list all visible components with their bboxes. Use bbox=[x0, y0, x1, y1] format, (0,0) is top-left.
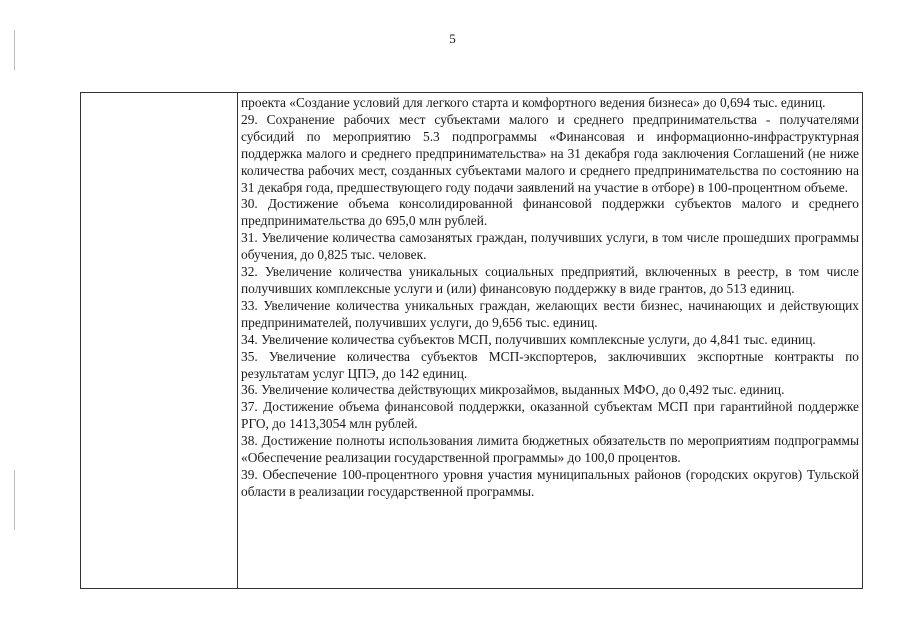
table-left-cell bbox=[81, 93, 238, 588]
list-item-37: 37. Достижение объема финансовой поддержки, оказанной субъектам МСП при гарантийной поддержке РГО, до 1413,3054 млн рублей. bbox=[241, 399, 859, 432]
list-item-30: 30. Достижение объема консолидированной финансовой поддержки субъектов малого и среднего предпринимательства до 695,0 млн рублей. bbox=[241, 196, 859, 229]
list-item-29: 29. Сохранение рабочих мест субъектами малого и среднего предпринимательства - получателями субсидий по мероприятию 5.3 подпрограммы «Финансовая и информационно-инфраструктурная поддержка малого и среднего предпринимательства» на 31 декабря года заключения Соглашений (не ниже количества рабочих мест, созданных субъектами малого и среднего предпринимательства по состоянию на 31 декабря года, предшествующего году подачи заявлений на участие в отборе) в 100-процентном объеме. bbox=[241, 111, 859, 195]
list-item-31: 31. Увеличение количества самозанятых граждан, получивших услуги, в том числе прошедших программы обучения, до 0,825 тыс. человек. bbox=[241, 230, 859, 263]
list-item-32: 32. Увеличение количества уникальных социальных предприятий, включенных в реестр, в том числе получивших комплексные услуги и (или) финансовую поддержку в виде грантов, до 513 единиц. bbox=[241, 264, 859, 296]
list-item-33: 33. Увеличение количества уникальных граждан, желающих вести бизнес, начинающих и действующих предпринимателей, получивших услуги, до 9,656 тыс. единиц. bbox=[241, 297, 859, 330]
paragraph-continuation: проекта «Создание условий для легкого старта и комфортного ведения бизнеса» до 0,694 тыс. единиц. bbox=[241, 95, 826, 110]
list-item-35: 35. Увеличение количества субъектов МСП-экспортеров, заключивших экспортные контракты по результатам услуг ЦПЭ, до 142 единиц. bbox=[241, 348, 859, 381]
document-table bbox=[80, 92, 863, 589]
list-item-34: 34. Увеличение количества субъектов МСП, получивших комплексные услуги, до 4,841 тыс. единиц. bbox=[241, 331, 816, 347]
table-right-cell bbox=[238, 93, 862, 588]
list-item-36: 36. Увеличение количества действующих микрозаймов, выданных МФО, до 0,492 тыс. единиц. bbox=[241, 382, 785, 398]
list-item-39: 39. Обеспечение 100-процентного уровня участия муниципальных районов (городских округов) Тульской области в реализации государственной программы. bbox=[241, 466, 859, 499]
scan-margin-mark-bottom bbox=[14, 470, 15, 530]
list-item-38: 38. Достижение полноты использования лимита бюджетных обязательств по мероприятиям подпрограммы «Обеспечение реализации государственной программы» до 100,0 процентов. bbox=[241, 433, 859, 466]
page-number: 5 bbox=[449, 31, 456, 46]
